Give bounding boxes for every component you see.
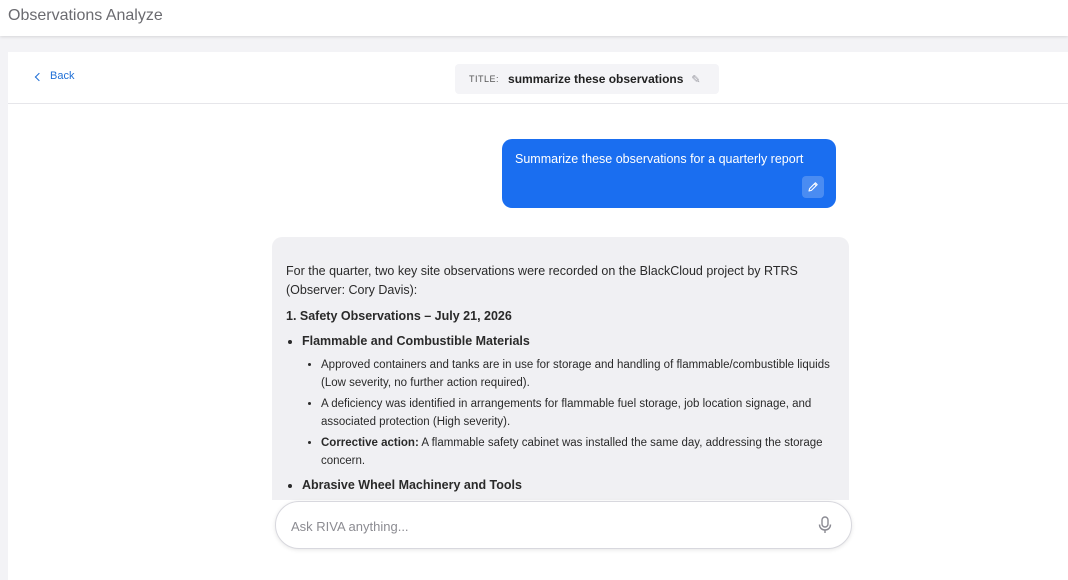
- response-section: [302, 476, 836, 495]
- microphone-button[interactable]: [817, 516, 833, 534]
- bullet-text: A flammable safety cabinet was installed the same day, addressing the storage concern.: [321, 437, 823, 467]
- title-value: summarize these observations: [508, 72, 684, 86]
- back-label: Back: [50, 70, 75, 82]
- section-title: Flammable and Combustible Materials: [302, 334, 530, 348]
- chat-input-box: [275, 501, 852, 549]
- list-item: [321, 434, 836, 470]
- response-section-list: [286, 332, 836, 495]
- pencil-icon[interactable]: ✎: [691, 73, 701, 86]
- conversation-title[interactable]: [455, 64, 719, 94]
- pencil-icon: [807, 181, 819, 193]
- list-item: [321, 395, 836, 431]
- bullet-label: Corrective action:: [321, 437, 419, 449]
- edit-message-button[interactable]: [802, 176, 824, 198]
- chat-topbar: [8, 52, 1068, 104]
- assistant-message-bubble: [272, 237, 849, 500]
- app-header: [0, 0, 1068, 36]
- app-title: Observations Analyze: [8, 7, 163, 24]
- user-message-bubble: [502, 139, 836, 208]
- assistant-message-content: [286, 262, 836, 500]
- section-title: Abrasive Wheel Machinery and Tools: [302, 478, 522, 492]
- title-caption: TITLE:: [469, 74, 500, 84]
- list-item: [321, 356, 836, 392]
- bullet-text: A deficiency was identified in arrangements for flammable fuel storage, job location signage, and associated protection (High severity).: [321, 398, 812, 428]
- response-intro: For the quarter, two key site observations were recorded on the BlackCloud project by RTRS (Observer: Cory Davis):: [286, 264, 798, 297]
- user-message-text: Summarize these observations for a quarterly report: [515, 152, 804, 166]
- response-heading: 1. Safety Observations – July 21, 2026: [286, 309, 512, 323]
- chat-input[interactable]: [289, 515, 793, 537]
- back-button[interactable]: [36, 70, 74, 82]
- chevron-left-icon: [35, 72, 43, 80]
- section-bullets: [302, 356, 836, 470]
- response-section: [302, 332, 836, 470]
- bullet-text: Approved containers and tanks are in use for storage and handling of flammable/combustible liquids (Low severity, no further action required).: [321, 359, 830, 389]
- microphone-icon: [817, 516, 833, 534]
